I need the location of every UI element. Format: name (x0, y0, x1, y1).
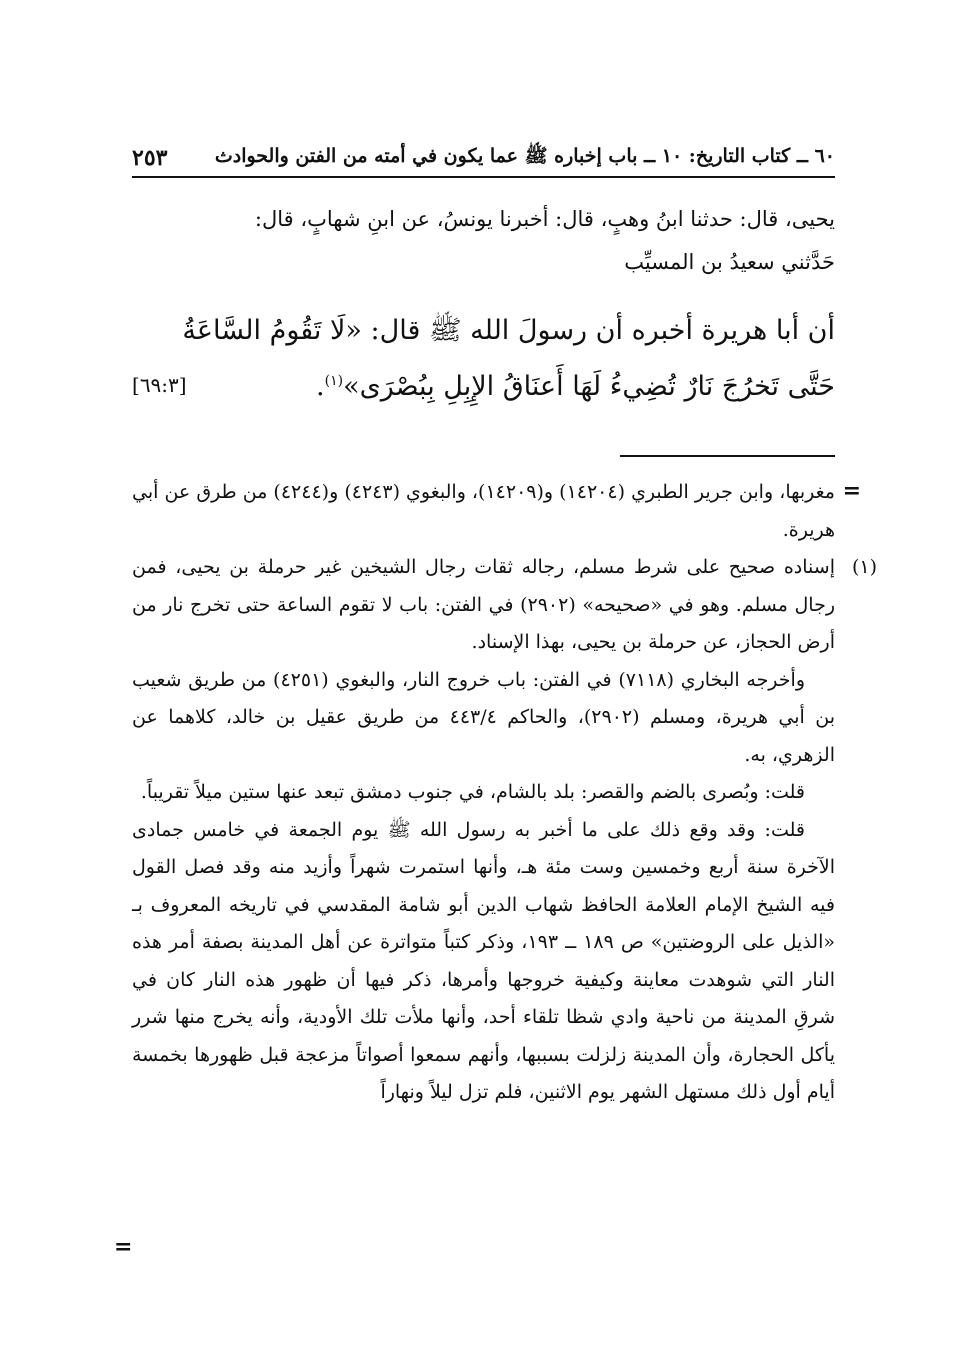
matn-line-text: حَتَّى تَخرُجَ نَارٌ تُضِيءُ لَهَا أَعنَاقُ الإِبِلِ بِبُصْرَى» (343, 371, 835, 402)
isnad-line: يحيى، قال: حدثنا ابنُ وهبٍ، قال: أخبرنا يونسُ، عن ابنِ شهابٍ، قال: (254, 207, 835, 231)
footnote-paragraph: قلت: وبُصرى بالضم والقصر: بلد بالشام، في جنوب دمشق تبعد عنها ستين ميلاً تقريباً. (140, 781, 805, 803)
footnote-number: (١) (851, 556, 877, 578)
matn-line (132, 356, 835, 412)
running-header (132, 140, 835, 178)
hadith-isnad (132, 198, 835, 284)
hadith-text (132, 306, 835, 412)
footnote-paragraph: إسناده صحيح على شرط مسلم، رجاله ثقات رجال الشيخين غير حرملة بن يحيى، فمن رجال مسلم. وهو في «صحيحه» (٢٩٠٢) في الفتن: باب لا تقوم الساعة حتى تخرج نار من أرض الحجاز، عن حرملة بن يحيى، بهذا الإسناد. (132, 556, 835, 653)
footnote-reference[interactable]: (١) (324, 373, 344, 389)
header-title: ٦٠ ــ كتاب التاريخ: ١٠ ــ باب إخباره ﷺ عما يكون في أمته من الفتن والحوادث (214, 145, 835, 167)
footnote-paragraph: قلت: وقد وقع ذلك على ما أخبر به رسول الله ﷺ يوم الجمعة في خامس جمادى الآخرة سنة أربع وخمسين وست مئة هـ، وأنها استمرت شهراً وأزيد منه وقد فصل القول فيه الشيخ الإمام العلامة الحافظ شهاب الدين أبو شامة المقدسي في تاريخه المعروف بـ «الذيل على الروضتين» ص ١٨٩ ــ ١٩٣، وذكر كتباً متواترة عن أهل المدينة بصفة أمر هذه النار التي شوهدت معاينة وكيفية خروجها وأمرها، ذكر فيها أن ظهور هذه النار كان في شرقِ المدينة من ناحية وادي شظا تلقاء أحد، وأنها ملأت تلك الأودية، وأنه يخرج منها شرر يأكل الحجارة، وأن المدينة زلزلت بسببها، وأنهم سمعوا أصواتاً مزعجة قبل ظهورها بخمسة أيام أول ذلك مستهل الشهر يوم الاثنين، فلم تزل ليلاً ونهاراً (132, 818, 835, 1103)
continuation-marker-top: = (842, 478, 861, 504)
footnote-divider (620, 455, 835, 457)
footnote-paragraph: وأخرجه البخاري (٧١١٨) في الفتن: باب خروج النار، والبغوي (٤٢٥١) من طريق شعيب بن أبي هريرة، ومسلم (٢٩٠٢)، والحاكم ٤٤٣/٤ من طريق عقيل بن خالد، كلاهما عن الزهري، به. (132, 668, 836, 766)
page-number: ٢٥٣ (132, 145, 168, 171)
footnotes (132, 474, 877, 1112)
matn-end: . (316, 371, 325, 402)
continuation-marker-bottom: = (114, 1234, 133, 1260)
hadith-reference: [٦٩:٣] (132, 373, 187, 397)
footnote-continued: مغربها، وابن جرير الطبري (١٤٢٠٤) و(١٤٢٠٩)، والبغوي (٤٢٤٣) و(٤٢٤٤) من طرق عن أبي هريرة. (132, 481, 835, 541)
isnad-line: حَدَّثني سعيدُ بن المسيِّب (624, 250, 835, 274)
footnote-1 (132, 549, 877, 1112)
matn-line: أن أبا هريرة أخبره أن رسولَ الله ﷺ قال: «لَا تَقُومُ السَّاعَةُ (182, 315, 835, 346)
